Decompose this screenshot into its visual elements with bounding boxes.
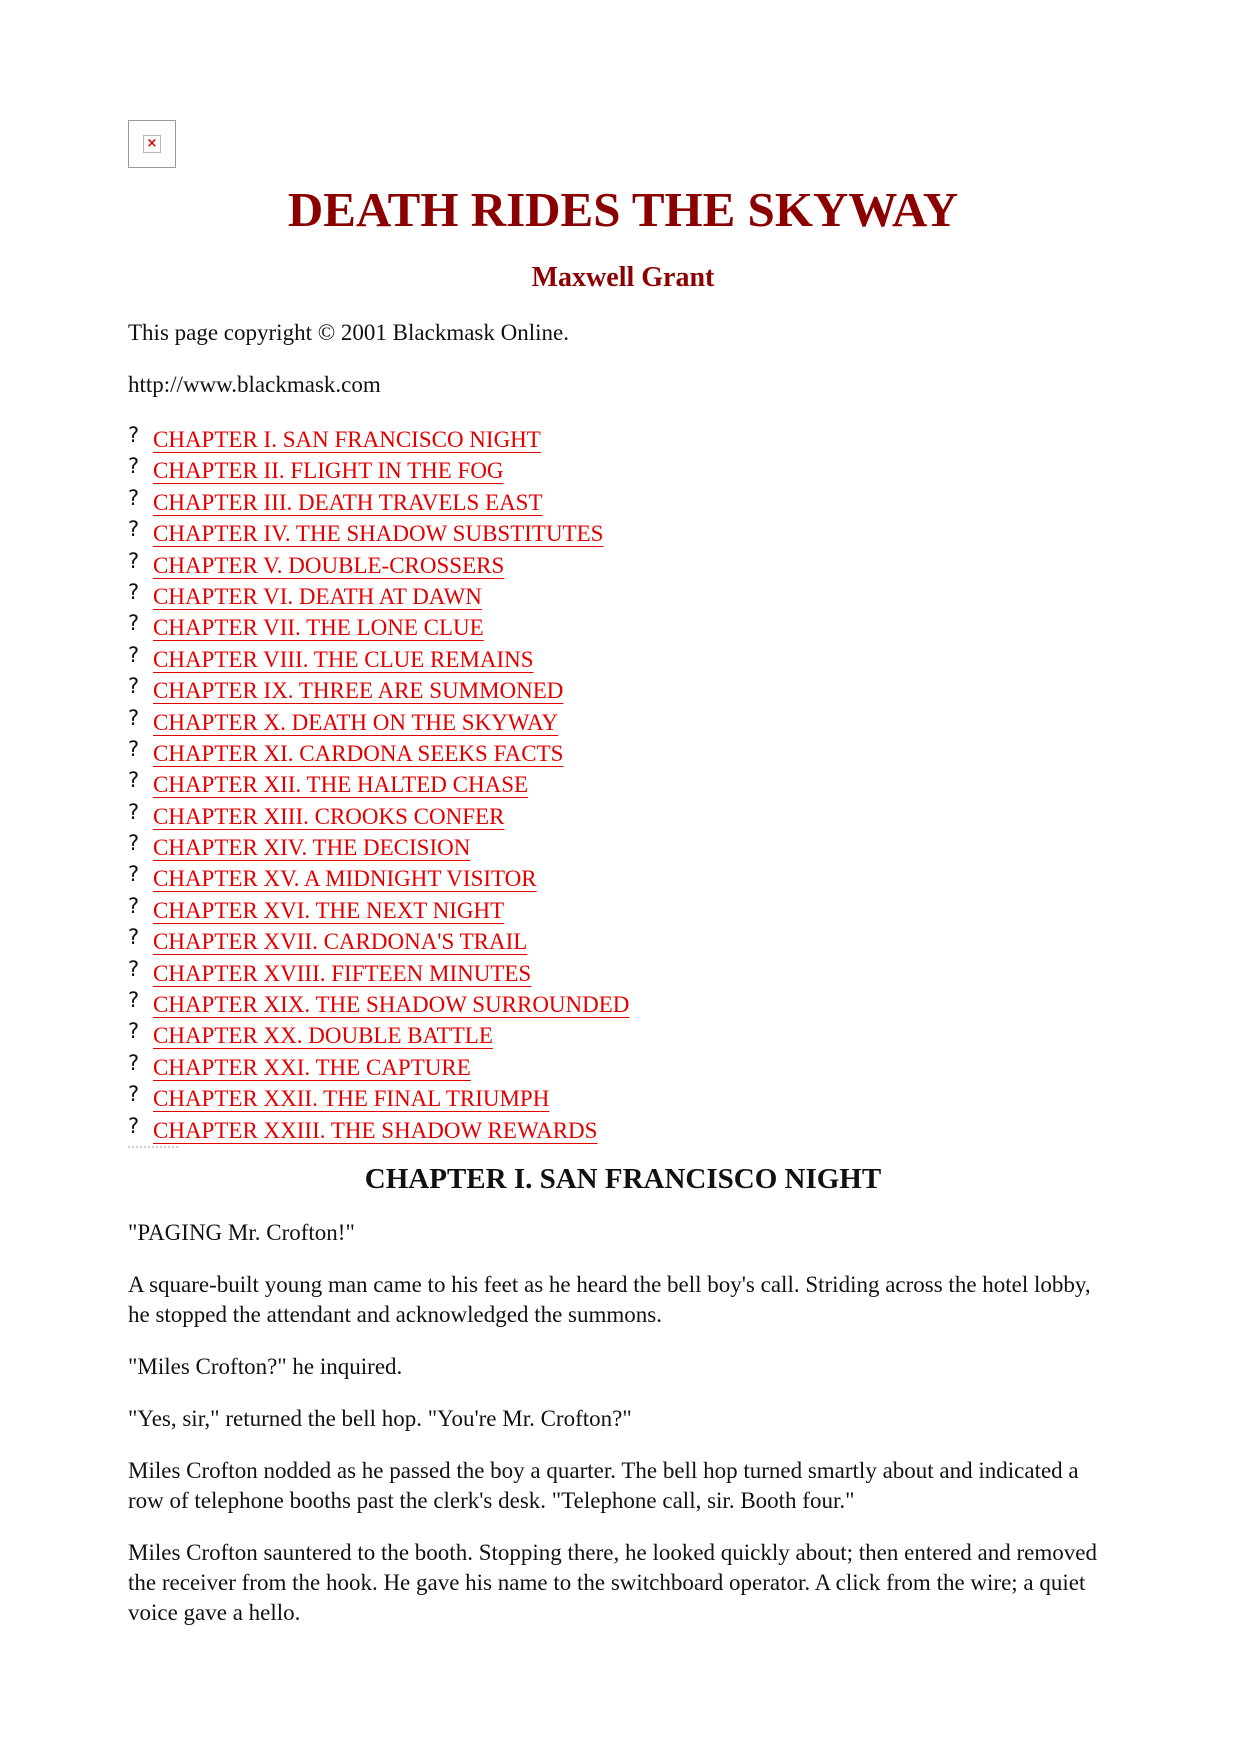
toc-bullet: ?: [128, 736, 140, 761]
toc-bullet: ?: [128, 1019, 140, 1044]
chapter-heading: CHAPTER I. SAN FRANCISCO NIGHT: [364, 1163, 882, 1195]
toc-chapter-link[interactable]: CHAPTER XVIII. FIFTEEN MINUTES: [153, 960, 532, 986]
toc-bullet: ?: [128, 705, 140, 730]
toc-item: [128, 424, 1118, 455]
broken-image-icon: ×: [143, 135, 161, 153]
toc-item: [128, 550, 1118, 581]
toc-bullet: ?: [128, 768, 140, 793]
toc-chapter-link[interactable]: CHAPTER XI. CARDONA SEEKS FACTS: [153, 740, 564, 766]
toc-chapter-link[interactable]: CHAPTER IV. THE SHADOW SUBSTITUTES: [153, 521, 604, 547]
toc-item: [128, 832, 1118, 863]
toc-chapter-link[interactable]: CHAPTER X. DEATH ON THE SKYWAY: [153, 709, 559, 735]
toc-bullet: ?: [128, 1050, 140, 1075]
toc-item: [128, 738, 1118, 769]
toc-chapter-link[interactable]: CHAPTER XXII. THE FINAL TRIUMPH: [153, 1086, 550, 1112]
chapter-paragraph: Miles Crofton sauntered to the booth. Stopping there, he looked quickly about; then entered and removed the receiver from the hook. He gave his name to the switchboard operator. A click from the wire; a quiet voice gave a hello.: [128, 1540, 1097, 1625]
toc-item: [128, 707, 1118, 738]
toc-chapter-link[interactable]: CHAPTER XX. DOUBLE BATTLE: [153, 1023, 493, 1049]
toc-item: [128, 1020, 1118, 1051]
toc-chapter-link[interactable]: CHAPTER XV. A MIDNIGHT VISITOR: [153, 866, 537, 892]
toc-bullet: ?: [128, 674, 140, 699]
book-title: DEATH RIDES THE SKYWAY: [287, 182, 959, 237]
toc-bullet: ?: [128, 925, 140, 950]
toc-chapter-link[interactable]: CHAPTER XIX. THE SHADOW SURROUNDED: [153, 992, 630, 1018]
toc-item: [128, 518, 1118, 549]
toc-chapter-link[interactable]: CHAPTER VIII. THE CLUE REMAINS: [153, 646, 534, 672]
toc-bullet: ?: [128, 1113, 140, 1138]
broken-image-placeholder: [128, 120, 176, 168]
toc-chapter-link[interactable]: CHAPTER VII. THE LONE CLUE: [153, 615, 484, 641]
toc-chapter-link[interactable]: CHAPTER III. DEATH TRAVELS EAST: [153, 489, 543, 515]
toc-item: [128, 769, 1118, 800]
chapter-paragraph: "Miles Crofton?" he inquired.: [128, 1354, 403, 1379]
toc-item: [128, 1115, 1118, 1146]
toc-item: [128, 644, 1118, 675]
toc-chapter-link[interactable]: CHAPTER XIII. CROOKS CONFER: [153, 803, 505, 829]
toc-bullet: ?: [128, 579, 140, 604]
toc-bullet: ?: [128, 1082, 140, 1107]
toc-item: [128, 581, 1118, 612]
toc-chapter-link[interactable]: CHAPTER II. FLIGHT IN THE FOG: [153, 458, 504, 484]
toc-chapter-link[interactable]: CHAPTER XVI. THE NEXT NIGHT: [153, 897, 505, 923]
toc-bullet: ?: [128, 831, 140, 856]
toc-item: [128, 455, 1118, 486]
chapter-paragraph: "PAGING Mr. Crofton!": [128, 1220, 355, 1245]
toc-item: [128, 989, 1118, 1020]
clipped-image-edge: [128, 1146, 178, 1152]
toc-bullet: ?: [128, 862, 140, 887]
toc-bullet: ?: [128, 642, 140, 667]
toc-bullet: ?: [128, 988, 140, 1013]
toc-bullet: ?: [128, 799, 140, 824]
toc-item: [128, 801, 1118, 832]
toc-bullet: ?: [128, 548, 140, 573]
toc-item: [128, 863, 1118, 894]
table-of-contents: [128, 424, 1118, 1146]
chapter-paragraph: "Yes, sir," returned the bell hop. "You're Mr. Crofton?": [128, 1406, 632, 1431]
toc-bullet: ?: [128, 423, 140, 447]
toc-item: [128, 1083, 1118, 1114]
toc-bullet: ?: [128, 485, 140, 510]
toc-item: [128, 675, 1118, 706]
toc-bullet: ?: [128, 956, 140, 981]
toc-chapter-link[interactable]: CHAPTER XII. THE HALTED CHASE: [153, 772, 529, 798]
toc-chapter-link[interactable]: CHAPTER XIV. THE DECISION: [153, 835, 471, 861]
toc-chapter-link[interactable]: CHAPTER I. SAN FRANCISCO NIGHT: [153, 427, 541, 452]
copyright-notice: This page copyright © 2001 Blackmask Online.: [128, 320, 569, 345]
toc-item: [128, 487, 1118, 518]
toc-bullet: ?: [128, 517, 140, 542]
toc-chapter-link[interactable]: CHAPTER V. DOUBLE-CROSSERS: [153, 552, 505, 578]
toc-item: [128, 612, 1118, 643]
toc-bullet: ?: [128, 893, 140, 918]
chapter-paragraph: A square-built young man came to his feet as he heard the bell boy's call. Striding across the hotel lobby, he stopped the attendant and acknowledged the summons.: [128, 1272, 1091, 1327]
chapter-paragraph: Miles Crofton nodded as he passed the boy a quarter. The bell hop turned smartly about and indicated a row of telephone booths past the clerk's desk. "Telephone call, sir. Booth four.": [128, 1458, 1079, 1513]
toc-item: [128, 958, 1118, 989]
book-author: Maxwell Grant: [531, 262, 715, 293]
toc-chapter-link[interactable]: CHAPTER VI. DEATH AT DAWN: [153, 583, 482, 609]
toc-bullet: ?: [128, 454, 140, 479]
toc-chapter-link[interactable]: CHAPTER XXI. THE CAPTURE: [153, 1054, 471, 1080]
toc-chapter-link[interactable]: CHAPTER XVII. CARDONA'S TRAIL: [153, 929, 528, 955]
toc-item: [128, 926, 1118, 957]
toc-chapter-link[interactable]: CHAPTER IX. THREE ARE SUMMONED: [153, 678, 564, 704]
toc-bullet: ?: [128, 611, 140, 636]
toc-chapter-link[interactable]: CHAPTER XXIII. THE SHADOW REWARDS: [153, 1117, 598, 1143]
source-url: http://www.blackmask.com: [128, 372, 381, 397]
toc-item: [128, 895, 1118, 926]
toc-item: [128, 1052, 1118, 1083]
